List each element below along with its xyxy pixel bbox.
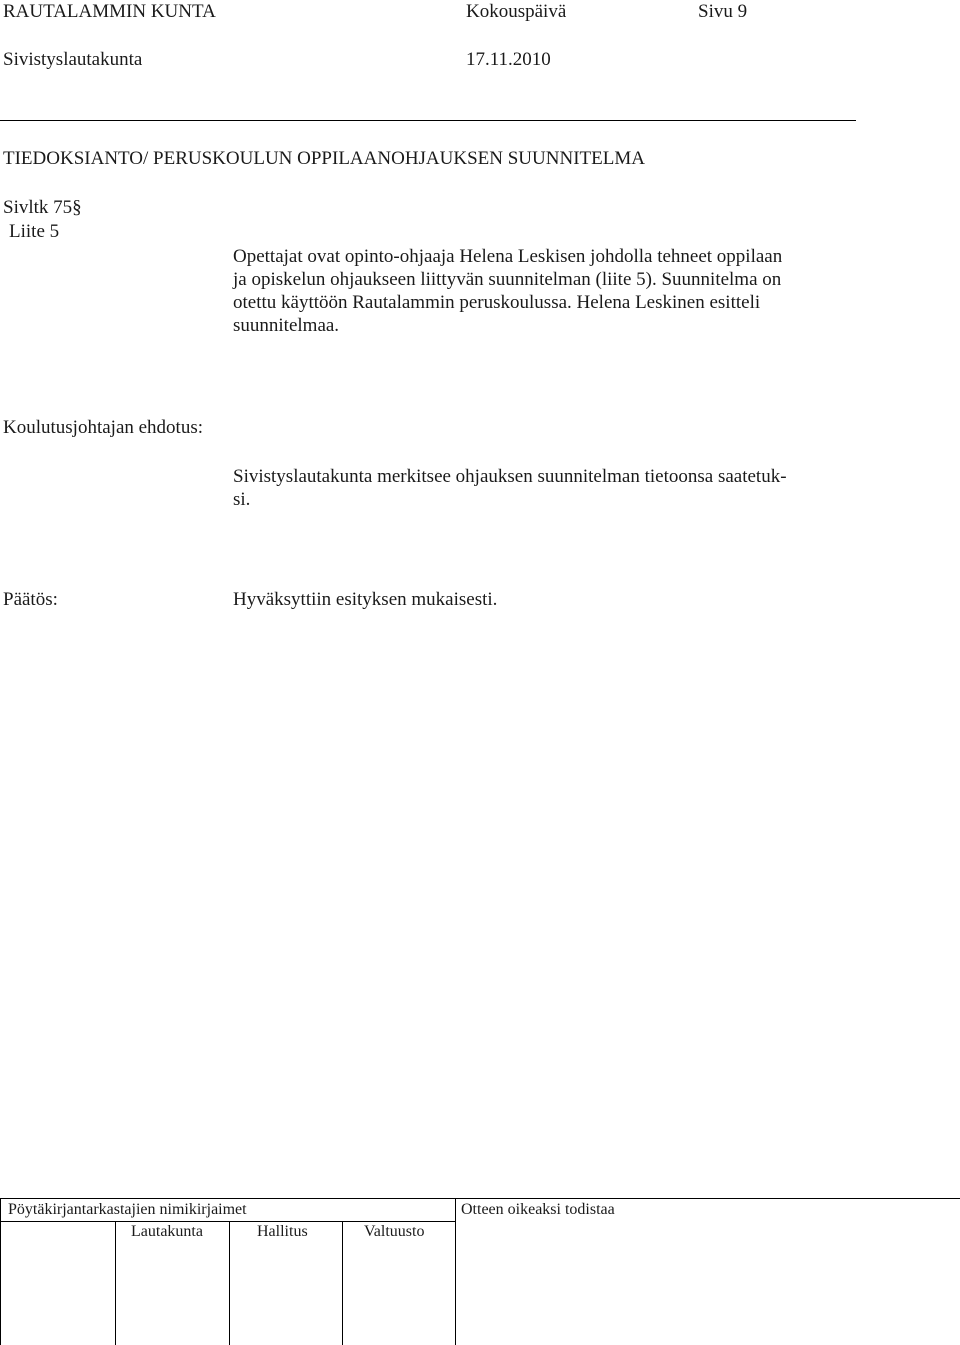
description-line: suunnitelmaa.: [233, 315, 340, 336]
proposal-label: Koulutusjohtajan ehdotus:: [3, 417, 204, 438]
column-divider: [115, 1221, 116, 1345]
section-title: TIEDOKSIANTO/ PERUSKOULUN OPPILAANOHJAUKSEN SUUNNITELMA: [3, 148, 645, 169]
description-line: ja opiskelun ohjaukseen liittyvän suunnitelman (liite 5). Suunnitelma on: [233, 269, 782, 290]
decision-text: Hyväksyttiin esityksen mukaisesti.: [233, 589, 498, 610]
description-line: otettu käyttöön Rautalammin peruskoulussa. Helena Leskinen esitteli: [233, 292, 761, 313]
attachment-reference: Liite 5: [9, 221, 60, 242]
header-divider: [0, 120, 856, 121]
column-header-lautakunta: Lautakunta: [131, 1223, 203, 1240]
description-line: Opettajat ovat opinto-ohjaaja Helena Leskisen johdolla tehneet oppilaan: [233, 246, 783, 267]
meeting-day-label: Kokouspäivä: [466, 1, 567, 22]
column-divider: [342, 1221, 343, 1345]
decision-label: Päätös:: [3, 589, 58, 610]
table-left-border: [0, 1198, 1, 1345]
signature-table-top-border: [0, 1198, 455, 1199]
column-header-valtuusto: Valtuusto: [364, 1223, 425, 1240]
organization-name: RAUTALAMMIN KUNTA: [3, 1, 216, 22]
column-divider: [229, 1221, 230, 1345]
committee-name: Sivistyslautakunta: [3, 49, 143, 70]
proposal-line: Sivistyslautakunta merkitsee ohjauksen suunnitelman tietoonsa saatetuk-: [233, 466, 787, 487]
description-paragraph: [233, 245, 863, 337]
signature-header-divider: [0, 1221, 455, 1222]
signatures-label: Pöytäkirjantarkastajien nimikirjaimet: [8, 1201, 247, 1218]
proposal-text: [233, 465, 863, 511]
proposal-line: si.: [233, 489, 251, 510]
table-middle-border: [455, 1198, 456, 1345]
section-reference: Sivltk 75§: [3, 197, 82, 218]
meeting-date: 17.11.2010: [466, 49, 551, 70]
column-header-hallitus: Hallitus: [257, 1223, 308, 1240]
certification-top-border: [455, 1198, 960, 1199]
page-number: Sivu 9: [698, 1, 748, 22]
certified-label: Otteen oikeaksi todistaa: [461, 1201, 615, 1218]
